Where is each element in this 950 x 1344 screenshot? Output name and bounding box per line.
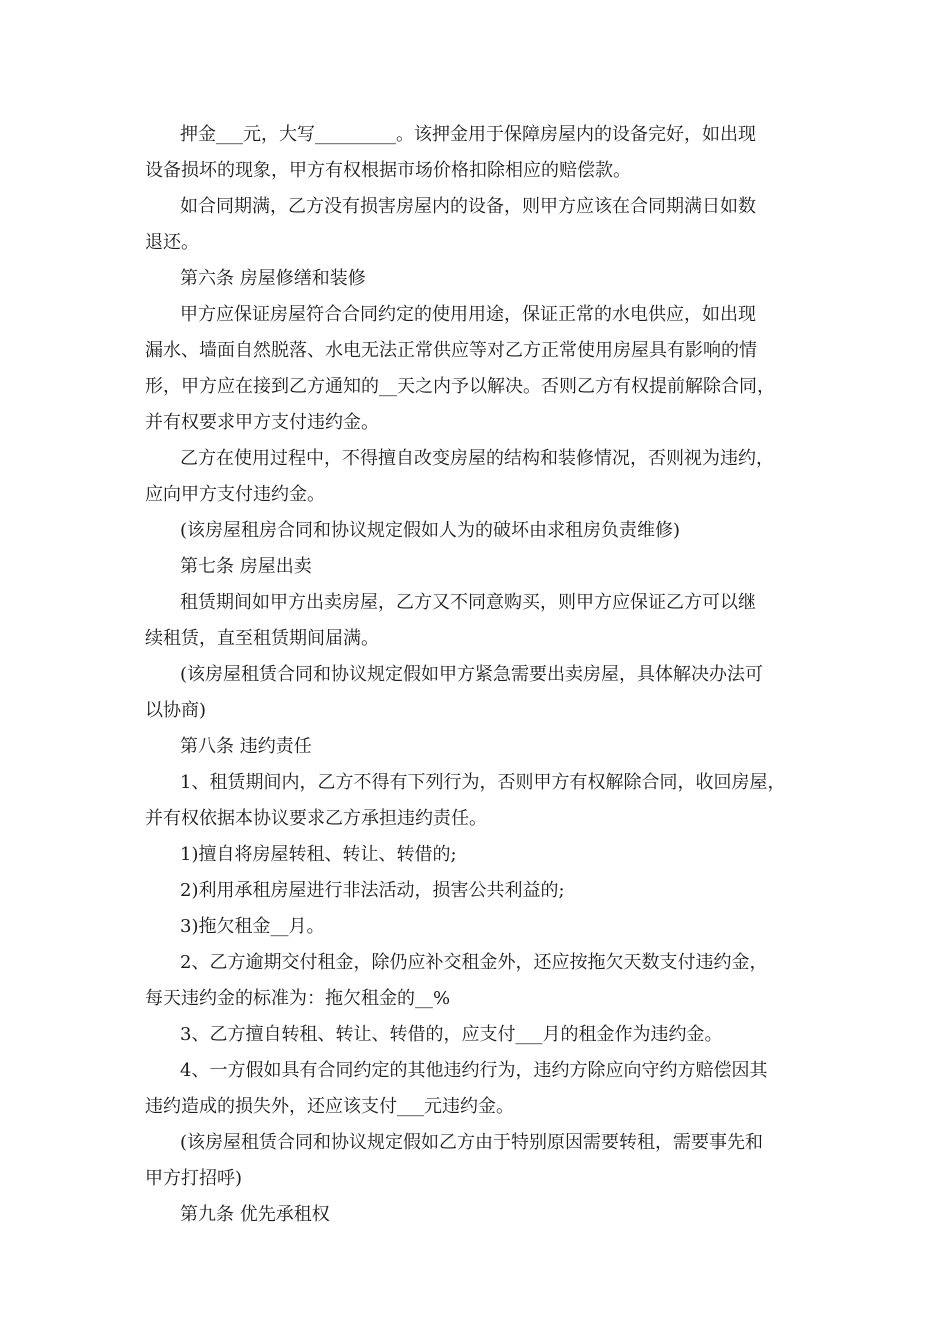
text-line: 违约造成的损失外，还应该支付___元违约金。 xyxy=(145,1096,514,1117)
text-line: 以协商) xyxy=(145,700,207,721)
text-line: 第八条 违约责任 xyxy=(180,736,312,757)
text-line: (该房屋租赁合同和协议规定假如甲方紧急需要出卖房屋，具体解决办法可 xyxy=(180,664,764,685)
text-line: 每天违约金的标准为：拖欠租金的__% xyxy=(145,988,451,1009)
text-line: 4、一方假如具有合同约定的其他违约行为，违约方除应向守约方赔偿因其 xyxy=(180,1060,768,1081)
text-line: 并有权要求甲方支付违约金。 xyxy=(145,412,379,433)
text-line: 押金___元，大写_________。该押金用于保障房屋内的设备完好，如出现 xyxy=(180,124,756,145)
text-line: 1)擅自将房屋转租、转让、转借的; xyxy=(180,844,457,865)
text-line: 应向甲方支付违约金。 xyxy=(145,484,325,505)
text-line: 2)利用承租房屋进行非法活动，损害公共利益的; xyxy=(180,880,565,901)
text-line: 第六条 房屋修缮和装修 xyxy=(180,268,366,289)
text-line: 形，甲方应在接到乙方通知的__天之内予以解决。否则乙方有权提前解除合同， xyxy=(145,376,775,397)
document-body xyxy=(145,117,815,1233)
text-line: (该房屋租赁合同和协议规定假如乙方由于特别原因需要转租，需要事先和 xyxy=(180,1132,764,1153)
text-line: 第九条 优先承租权 xyxy=(180,1204,330,1225)
text-line: 退还。 xyxy=(145,232,199,253)
text-line: 续租赁，直至租赁期间届满。 xyxy=(145,628,379,649)
text-line: 第七条 房屋出卖 xyxy=(180,556,312,577)
text-line: 漏水、墙面自然脱落、水电无法正常供应等对乙方正常使用房屋具有影响的情 xyxy=(145,340,757,361)
text-line: 并有权依据本协议要求乙方承担违约责任。 xyxy=(145,808,487,829)
text-line: 3、乙方擅自转租、转让、转借的，应支付___月的租金作为违约金。 xyxy=(180,1024,723,1045)
text-line: 3)拖欠租金__月。 xyxy=(180,916,325,937)
text-line: 甲方打招呼) xyxy=(145,1168,243,1189)
text-line: (该房屋租房合同和协议规定假如人为的破坏由求租房负责维修) xyxy=(180,520,681,541)
text-line: 如合同期满，乙方没有损害房屋内的设备，则甲方应该在合同期满日如数 xyxy=(180,196,756,217)
text-line: 1、租赁期间内，乙方不得有下列行为，否则甲方有权解除合同，收回房屋， xyxy=(180,772,786,793)
text-line: 设备损坏的现象，甲方有权根据市场价格扣除相应的赔偿款。 xyxy=(145,160,631,181)
text-line: 2、乙方逾期交付租金，除仍应补交租金外，还应按拖欠天数支付违约金， xyxy=(180,952,768,973)
text-line: 租赁期间如甲方出卖房屋，乙方又不同意购买，则甲方应保证乙方可以继 xyxy=(180,592,756,613)
text-line: 甲方应保证房屋符合合同约定的使用用途，保证正常的水电供应，如出现 xyxy=(180,304,756,325)
text-line: 乙方在使用过程中，不得擅自改变房屋的结构和装修情况，否则视为违约， xyxy=(180,448,774,469)
